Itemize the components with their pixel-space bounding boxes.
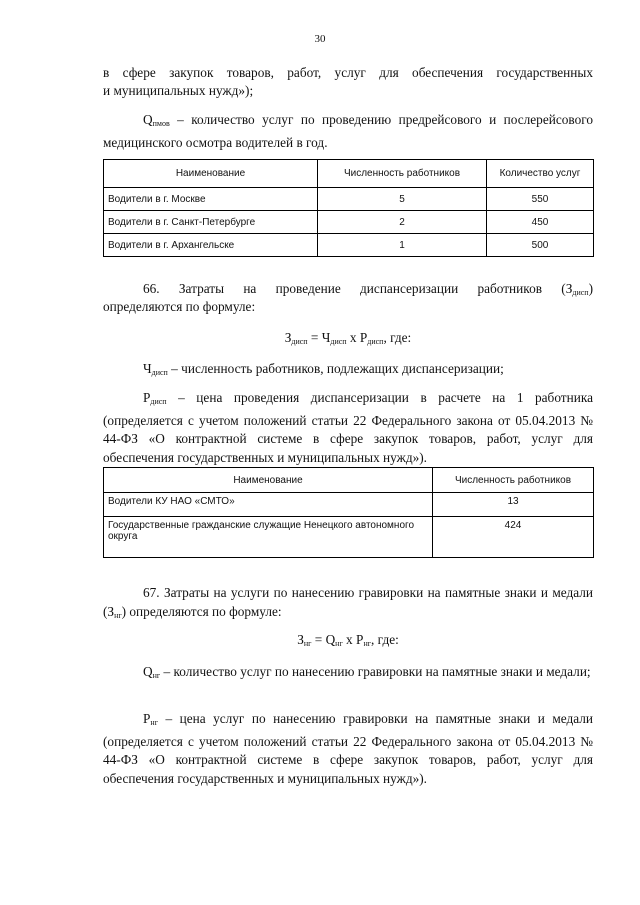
table-cell: Водители в г. Архангельске (104, 234, 318, 257)
table-cell: 13 (433, 493, 594, 517)
formula-ng: $З_{нг} = Q_{нг}$ х $Р_{нг}$, где: (297, 632, 399, 648)
table-header-cell: Количество услуг (487, 160, 594, 188)
drivers-table (103, 159, 594, 257)
table-cell: 550 (487, 188, 594, 211)
table-header-row (104, 160, 594, 188)
paragraph-continuation-line: в сфере закупок товаров, работ, услуг для обеспечения государственных (103, 65, 593, 80)
definition-qpmov: $Q_{пмов}$ – количество услуг по проведению предрейсового и послерейсового медицинского осмотра водителей в год. (103, 112, 593, 150)
table-header-cell: Наименование (104, 468, 433, 493)
table-cell: 1 (318, 234, 487, 257)
table-row (104, 188, 594, 211)
formula-disp: $З_{дисп} = Ч_{дисп}$ х $Р_{дисп}$, где: (284, 330, 412, 346)
table-header-cell: Численность работников (433, 468, 594, 493)
page-number: 30 (314, 33, 326, 45)
table-row (104, 517, 594, 558)
table-cell: Водители в г. Москве (104, 188, 318, 211)
table-header-row (104, 468, 594, 493)
definition-p-disp: $Р_{дисп}$ – цена проведения диспансеризации в расчете на 1 работника (определяется с учетом положений статьи 22 Федерального закона от 05.04.2013 № 44-ФЗ «О контрактной системе в сфере закупок товаров, работ, услуг для обеспечения государственных и муниципальных нужд»). (103, 390, 593, 465)
table-cell: 2 (318, 211, 487, 234)
table-row (104, 493, 594, 517)
table-cell: Государственные гражданские служащие Ненецкого автономного округа (104, 517, 433, 558)
section-67-heading: 67. Затраты на услуги по нанесению гравировки на памятные знаки и медали $(З_{нг})$ определяются по формуле: (103, 585, 593, 620)
section-66-heading-end: определяются по формуле: (103, 299, 256, 314)
table-cell: 450 (487, 211, 594, 234)
table-row (104, 211, 594, 234)
table-cell: Водители КУ НАО «СМТО» (104, 493, 433, 517)
table-cell: 424 (433, 517, 594, 558)
definition-ch-disp: $Ч_{дисп}$ – численность работников, подлежащих диспансеризации; (143, 361, 504, 377)
employees-table (103, 467, 594, 558)
section-66-heading: 66. Затраты на проведение диспансеризации работников $(З_{дисп})$ (143, 281, 593, 297)
table-header-cell: Наименование (104, 160, 318, 188)
table-cell: Водители в г. Санкт-Петербурге (104, 211, 318, 234)
definition-q-ng: $Q_{нг}$ – количество услуг по нанесению гравировки на памятные знаки и медали; (143, 664, 591, 680)
definition-p-ng: $Р_{нг}$ – цена услуг по нанесению гравировки на памятные знаки и медали (определяется с учетом положений статьи 22 Федерального закона от 05.04.2013 № 44-ФЗ «О контрактной системе в сфере закупок товаров, работ, услуг для обеспечения государственных и муниципальных нужд»). (103, 711, 593, 786)
table-header-cell: Численность работников (318, 160, 487, 188)
paragraph-continuation-end: и муниципальных нужд»); (103, 83, 254, 98)
table-cell: 500 (487, 234, 594, 257)
table-row (104, 234, 594, 257)
table-cell: 5 (318, 188, 487, 211)
